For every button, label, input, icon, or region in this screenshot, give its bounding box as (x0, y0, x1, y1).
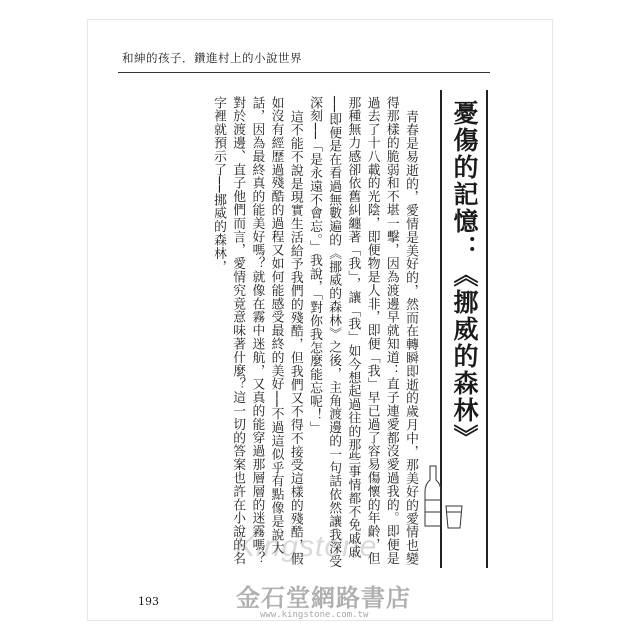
watermark-store-name: 金石堂網路書店 (236, 583, 411, 612)
running-header: 和紳的孩子．鑽進村上的小說世界 (122, 51, 302, 65)
watermark-brand: Kingstone (235, 530, 378, 563)
chapter-title: 憂傷的記憶：《挪威的森林》 (450, 100, 479, 451)
paragraph-2: 這不能不說是現實生活給予我們的殘酷，但我們又不得不接受這樣的殘酷，假如沒有經歷過殘酷的過程又如何能感受最終的美好──不過這似乎有點像是說大話，因為最終真的能美好嗎？就像在霧中迷航，又真的能穿過那層層的迷霧嗎？對於渡邊、直子他們而言，愛情究竟意味著什麼？這一切的答案也許在小說的名字裡就預示了──挪威的森林， (210, 96, 303, 566)
body-text (158, 96, 420, 574)
bottle-glass-illustration-icon (420, 460, 468, 530)
watermark-url: www.kingstone.com.tw (260, 610, 369, 620)
page-number: 193 (138, 595, 159, 608)
paragraph-1: 青春是易逝的，愛情是美好的，然而在轉瞬即逝的歲月中，那美好的愛情也變得那樣的脆弱和不堪一擊，因為渡邊早就知道：直子連愛都沒愛過我的。即便是過去了十八載的光陰，即便物是人非，即便「我」早已過了容易傷懷的年齡，但那種無力感卻依舊糾纏著「我」，讓「我」如今想起過往的那些事情都不免戚戚──即便是在看過無數遍的《挪威的森林》之後，主角渡邊的一句話依然讓我深受深刻──「是永遠不會忘。」我說，「對你我怎麼能忘呢！」 (306, 96, 418, 569)
header-rule (118, 72, 490, 73)
